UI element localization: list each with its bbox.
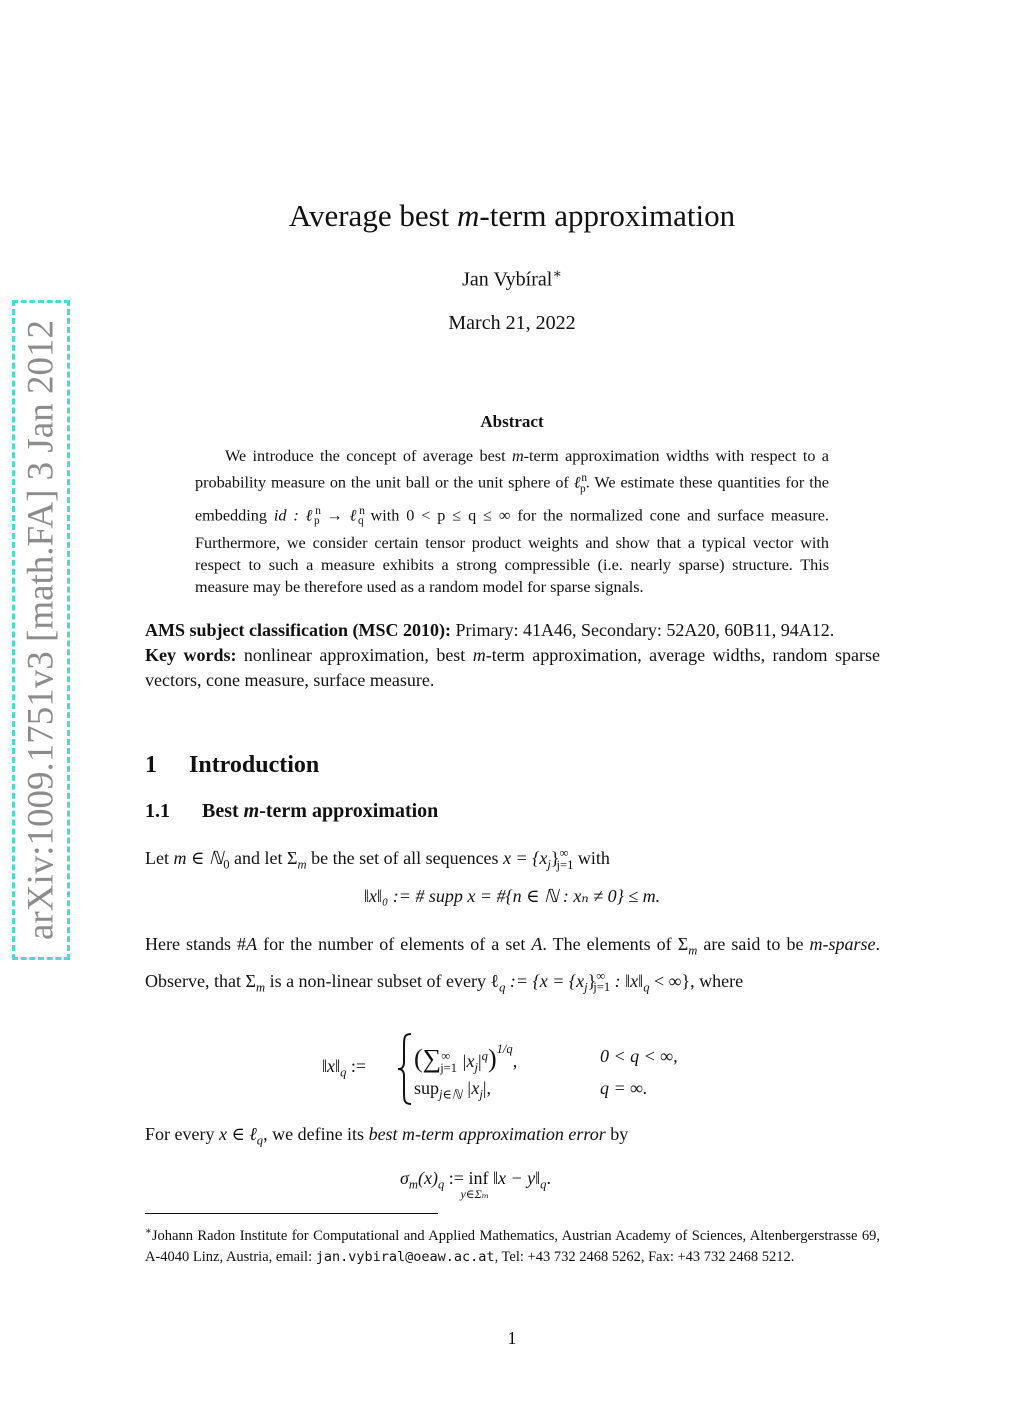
p2-sup5: ∞ [596,968,606,983]
p1-text-c: be the set of all sequences [306,848,504,868]
author-name: Jan Vybíral [462,268,553,291]
section-1-number: 1 [145,752,157,778]
eq2-case2-sub2: j [479,1087,483,1102]
equation-3 [400,1168,551,1201]
eq3-rhs-sub: q [540,1177,547,1192]
p3-sub: q [256,1133,264,1148]
eq3-lhs: σ [400,1168,409,1188]
p3-em: best m-term approximation error [368,1124,606,1144]
eq2-case1-sup2: q [481,1049,488,1063]
abstract-ell-sup: n [581,472,588,484]
p2-text-h: } [587,970,597,991]
p2-sub6: q [643,980,650,995]
p2-msparse: m-sparse [809,934,876,954]
footnote [145,1221,880,1268]
section-1-1-title-1: Best [202,800,244,822]
classification-block [145,618,880,693]
p2-A2: A [531,934,543,954]
eq3-inf: inf [468,1168,489,1188]
p1-sigma-sub: m [297,857,307,872]
footnote-rule [145,1213,438,1214]
abstract-emb-sup2: n [359,504,365,517]
p1-text-b: and let Σ [229,848,298,868]
footnote-mark: ∗ [145,1226,152,1237]
eq2-case1-e: , [512,1051,518,1071]
p2-sub5: j=1 [593,980,611,995]
abstract-text-1: We introduce the concept of average best [225,447,512,465]
p2-A: A [246,934,258,954]
p3-x: x ∈ ℓ [218,1124,257,1144]
p2-text-d: are said to be [697,934,810,954]
p2-text-g: := {x = {x [505,970,585,991]
equation-2-brace [396,1032,414,1106]
p1-x-sub2: j=1 [556,857,574,872]
p3-text-b: , we define its [263,1124,369,1144]
footnote-email: jan.vybiral@oeaw.ac.at [315,1248,495,1265]
section-1-1-number: 1.1 [145,800,170,822]
eq3-assign: := [444,1168,469,1188]
author [0,266,1024,292]
date: March 21, 2022 [448,312,576,334]
abstract-var-m: m [511,447,524,465]
section-1-title: Introduction [189,752,320,778]
section-1-1-title-2: -term approximation [259,800,439,822]
section-1-heading [145,752,319,779]
p2-sub4: j [584,980,588,995]
footnote-text-2: , Tel: +43 732 2468 5262, Fax: +43 732 2468 5212. [494,1248,795,1265]
p2-sub3: q [499,980,506,995]
ams-text: Primary: 41A46, Secondary: 52A20, 60B11, 94A12. [450,620,835,640]
abstract-text-4: with 0 < p ≤ q ≤ ∞ for the normalized cone and surface measure. Furthermore, we consider certain tensor product weights and show that a typical vector with respect to such a measure exhibits a strong compressible (i.e. nearly sparse) structure. This measure may be therefore used as a random model for sparse signals. [195,506,829,597]
p1-text-a: Let [145,848,174,868]
kw-var: m [472,645,486,665]
abstract-paragraph [195,445,829,598]
p2-text-e: . Observe, that Σ [145,934,880,991]
ams-label: AMS subject classification (MSC 2010): [145,620,451,640]
key-words [145,643,880,693]
p1-x-sub: j [547,857,551,872]
kw-text-2: -term approximation, average widths, random sparse vectors, cone measure, surface measure. [145,645,880,690]
abstract-emb-sub2: q [357,515,364,528]
p2-text-f: is a non-linear subset of every ℓ [265,970,500,991]
eq3-inf-block [460,1168,490,1201]
equation-2-lhs [322,1056,366,1081]
equation-2-cond-2: q = ∞. [600,1078,648,1098]
p1-x-close: } [550,848,560,868]
paragraph-2 [145,932,880,1000]
eq2-case1-d: ) [487,1044,497,1073]
abstract-embedding: id : ℓ [273,506,316,525]
eq2-case2-sub: j∈ℕ [439,1087,462,1102]
equation-2-cond-1: 0 < q < ∞, [600,1046,678,1066]
p3-text-c: by [605,1124,629,1144]
eq3-rhs: ‖x − y‖ [488,1168,541,1188]
p2-text-a: Here stands # [145,934,247,954]
section-1-1-heading [145,800,438,823]
author-mark: ∗ [552,267,562,282]
p2-text-i: : ‖x‖ [610,970,644,991]
footnote-text-1: Johann Radon Institute for Computational and Applied Mathematics, Austrian Academy of Sciences, Altenbergerstrasse 69, A-4040 Linz, Austria, email: [145,1227,880,1265]
abstract-heading: Abstract [480,412,544,431]
p1-m: m ∈ ℕ [173,848,224,868]
eq2-case1: (∑ [414,1044,442,1073]
p1-x-sup: ∞ [559,846,569,860]
ams-classification [145,618,880,643]
eq2-case2-b: |x [461,1078,480,1098]
kw-label: Key words: [145,645,237,665]
equation-1: ‖x‖₀ := # supp x = #{n ∈ ℕ : xₙ ≠ 0} ≤ m. [363,886,661,906]
p2-text-j: < ∞}, where [649,970,744,991]
p3-text-a: For every [145,1124,219,1144]
p2-text-b: for the number of elements of a set [257,934,532,954]
paragraph-3 [145,1122,880,1154]
arxiv-id: arXiv:1009.1751v3 [math.FA] 3 Jan 2012 [20,319,62,941]
p2-sub1: m [688,943,698,958]
paper-title [0,198,1024,234]
eq2-case1-c: | [478,1051,482,1071]
section-1-1-var: m [243,800,260,822]
title-var: m [457,198,480,233]
eq3-rhs-end: . [546,1168,551,1188]
eq2-case1-sub: j=1 [440,1060,458,1075]
equation-2-case-2 [414,1078,491,1103]
eq2-lhs: ‖x‖ [322,1056,341,1076]
eq3-inf-sub: y∈Σₘ [460,1187,490,1201]
equation-2-case-1 [414,1042,517,1076]
eq2-case2-c: |, [482,1078,491,1098]
abstract-ell: ℓ [573,473,582,492]
abstract-emb-arrow: → ℓ [319,506,360,525]
eq2-case1-sub2: j [474,1060,479,1075]
arxiv-sidebar [12,300,70,960]
eq2-case1-b: |x [457,1051,475,1071]
paragraph-1 [145,841,880,878]
eq2-case1-sup3: 1/q [496,1042,513,1056]
eq2-case1-sup: ∞ [441,1049,451,1063]
p2-sub2: m [255,980,266,995]
p1-text-d: with [573,848,610,868]
abstract-emb-sup1: n [315,504,321,517]
abstract-text-2: -term approximation widths with respect to a probability measure on the unit ball or the unit sphere of [195,447,829,492]
abstract-body [195,445,829,598]
p1-x: x = {x [503,848,548,868]
eq3-lhs-sub2: q [437,1177,445,1192]
p1-m-sub: 0 [223,857,230,872]
eq2-assign: := [346,1056,367,1076]
title-suffix: -term approximation [479,198,736,233]
p2-text-c: . The elements of Σ [542,934,689,954]
abstract-ell-sub: p [580,482,586,495]
eq2-lhs-sub: q [340,1065,347,1080]
abstract-emb-sub1: p [313,515,320,528]
abstract-text-3: . We estimate these quantities for the embedding [195,473,829,525]
eq2-case2: sup [414,1078,440,1098]
title-prefix: Average best [288,198,458,233]
eq3-lhs-sub: m [408,1177,418,1192]
kw-text-1: nonlinear approximation, best [236,645,473,665]
page-number: 1 [507,1328,517,1348]
eq3-lhs-b: (x) [418,1168,438,1188]
